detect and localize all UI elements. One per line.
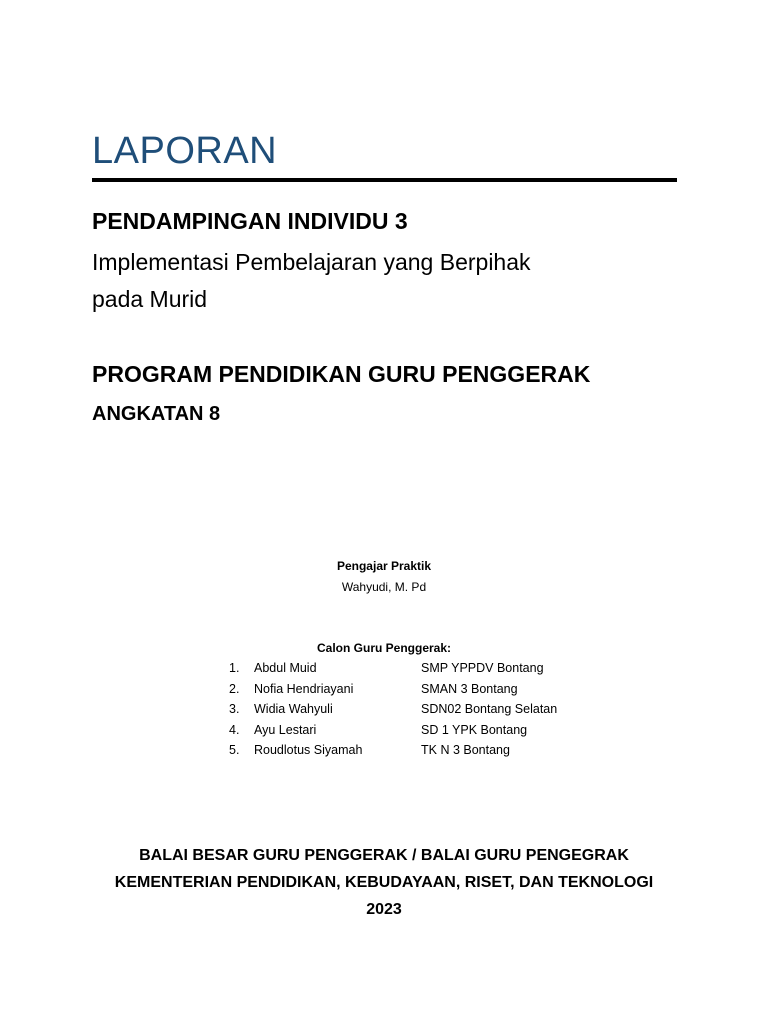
candidate-name: Ayu Lestari bbox=[254, 722, 317, 737]
candidate-number: 1. bbox=[229, 661, 240, 676]
mentor-name: Wahyudi, M. Pd bbox=[341, 580, 427, 594]
program-name: PROGRAM PENDIDIKAN GURU PENGGERAK bbox=[92, 361, 591, 387]
candidate-number: 4. bbox=[229, 722, 240, 737]
candidates-label: Calon Guru Penggerak: bbox=[316, 641, 452, 655]
ministry-name: KEMENTERIAN PENDIDIKAN, KEBUDAYAAN, RISET, DAN TEKNOLOGI bbox=[114, 874, 654, 891]
candidate-number: 3. bbox=[229, 702, 240, 717]
candidate-school: SMP YPPDV Bontang bbox=[421, 661, 544, 676]
report-topic-line-2: pada Murid bbox=[92, 286, 208, 312]
mentor-label: Pengajar Praktik bbox=[336, 559, 432, 573]
candidate-school: SD 1 YPK Bontang bbox=[421, 722, 528, 737]
candidates-list bbox=[229, 658, 589, 761]
candidate-number: 5. bbox=[229, 743, 240, 758]
title-underline-divider bbox=[92, 178, 677, 182]
institution-name: BALAI BESAR GURU PENGGERAK / BALAI GURU PENGEGRAK bbox=[139, 847, 629, 864]
list-item bbox=[229, 679, 589, 700]
report-topic-line-1: Implementasi Pembelajaran yang Berpihak bbox=[92, 249, 531, 275]
report-year: 2023 bbox=[366, 901, 402, 918]
candidate-school: TK N 3 Bontang bbox=[421, 743, 510, 758]
list-item bbox=[229, 699, 589, 720]
report-title: LAPORAN bbox=[92, 130, 278, 172]
candidate-school: SDN02 Bontang Selatan bbox=[421, 702, 558, 717]
candidate-school: SMAN 3 Bontang bbox=[421, 681, 518, 696]
list-item bbox=[229, 658, 589, 679]
candidate-name: Nofia Hendriayani bbox=[254, 681, 354, 696]
program-batch: ANGKATAN 8 bbox=[92, 403, 221, 425]
list-item bbox=[229, 720, 589, 741]
candidate-name: Roudlotus Siyamah bbox=[254, 743, 363, 758]
candidate-number: 2. bbox=[229, 681, 240, 696]
candidate-name: Widia Wahyuli bbox=[254, 702, 333, 717]
list-item bbox=[229, 740, 589, 761]
report-topic bbox=[92, 244, 652, 318]
report-subtitle: PENDAMPINGAN INDIVIDU 3 bbox=[92, 208, 408, 234]
candidate-name: Abdul Muid bbox=[254, 661, 317, 676]
